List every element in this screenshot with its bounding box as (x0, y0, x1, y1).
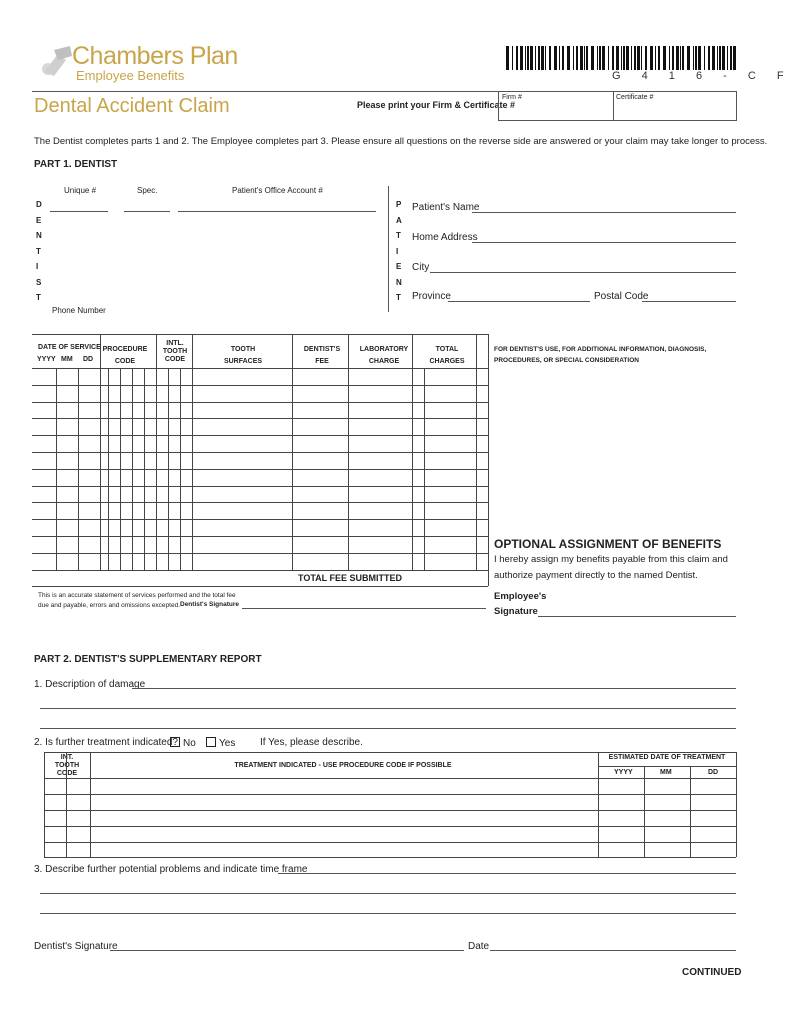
total-charges-header: TOTAL CHARGES (429, 346, 465, 365)
barcode-bar (616, 46, 619, 70)
barcode-bar (527, 46, 529, 70)
barcode-bar (538, 46, 540, 70)
total-fee-submitted-label: TOTAL FEE SUBMITTED (298, 573, 403, 583)
treatment-column-divider (44, 752, 45, 857)
table-column-divider (192, 334, 193, 570)
barcode-bar (717, 46, 718, 70)
estimated-date-header: ESTIMATED DATE OF TREATMENT (608, 754, 726, 761)
estimated-date-divider (598, 766, 736, 767)
dentists-signature-field[interactable] (242, 608, 486, 609)
q2-label: 2. Is further treatment indicated? (34, 737, 178, 748)
date-of-service-header: DATE OF SERVICE (38, 344, 101, 351)
table-row[interactable] (32, 586, 488, 587)
home-address-field[interactable] (472, 242, 736, 243)
barcode-bar (655, 46, 656, 70)
table-column-divider (412, 334, 413, 570)
barcode-bar (722, 46, 725, 70)
tooth-surfaces-header: TOOTH SURFACES (223, 346, 263, 365)
province-label: Province (412, 291, 451, 302)
barcode-bar (687, 46, 690, 70)
barcode-bar (650, 46, 653, 70)
part1-heading: PART 1. DENTIST (34, 159, 118, 170)
mm-header: MM (61, 356, 73, 363)
phone-label: Phone Number (52, 306, 106, 315)
barcode-bar (682, 46, 684, 70)
est-dd-header: DD (708, 769, 719, 776)
barcode-bar (535, 46, 536, 70)
q3-label: 3. Describe further potential problems and indicate time frame (34, 864, 308, 875)
spec-label: Spec. (137, 186, 158, 195)
patient-vertical-label: P A T I E N T (396, 200, 402, 302)
barcode-bar (676, 46, 679, 70)
treatment-indicated-header: TREATMENT INDICATED - USE PROCEDURE CODE IF POSSIBLE (234, 762, 452, 769)
barcode-bar (719, 46, 721, 70)
treatment-column-divider (644, 766, 645, 857)
barcode-bar (631, 46, 632, 70)
barcode-bar (584, 46, 585, 70)
barcode-bar (591, 46, 594, 70)
treatment-row[interactable] (44, 826, 736, 827)
barcode-bar (608, 46, 609, 70)
barcode-bar (712, 46, 715, 70)
dentists-signature-label: Dentist's Signature (180, 601, 239, 608)
form-title: Dental Accident Claim (34, 95, 230, 117)
employee-label: Employee's (494, 591, 547, 602)
barcode-bar (562, 46, 564, 70)
barcode-bar (669, 46, 670, 70)
barcode-bar (530, 46, 533, 70)
firm-label: Firm # (502, 94, 522, 101)
yes-checkbox[interactable] (206, 737, 216, 747)
barcode-bar (645, 46, 647, 70)
treatment-column-divider (690, 766, 691, 857)
barcode-bar (599, 46, 601, 70)
laboratory-charge-header: LABORATORY CHARGE (359, 346, 409, 365)
logo-main-text: Chambers Plan (72, 42, 238, 70)
barcode-bar (637, 46, 640, 70)
postal-code-field[interactable] (642, 301, 736, 302)
logo (36, 40, 266, 90)
no-checkbox[interactable] (170, 737, 180, 747)
barcode-bar (698, 46, 701, 70)
barcode-bar (516, 46, 518, 70)
dentist-signature-field-part2[interactable] (110, 950, 464, 951)
barcode-bar (602, 46, 605, 70)
barcode-text: G 4 1 6 - C F (612, 70, 793, 82)
barcode-bar (733, 46, 736, 70)
barcode-bar (580, 46, 583, 70)
barcode-bar (506, 46, 509, 70)
date-label: Date (468, 941, 490, 952)
q1-field[interactable] (132, 688, 736, 689)
q3-field[interactable] (278, 873, 736, 874)
table-column-divider (476, 334, 477, 570)
office-account-label: Patient's Office Account # (232, 186, 323, 195)
table-column-divider (180, 368, 181, 570)
treatment-row[interactable] (44, 842, 736, 843)
q1-field-line-3[interactable] (40, 728, 736, 729)
spec-field[interactable] (124, 211, 170, 212)
barcode-bar (704, 46, 705, 70)
treatment-table-border (44, 752, 736, 753)
table-column-divider (56, 368, 57, 570)
barcode-bar (658, 46, 660, 70)
barcode-bar (554, 46, 557, 70)
table-right-edge (488, 334, 489, 586)
treatment-row[interactable] (44, 857, 736, 858)
barcode-bar (597, 46, 598, 70)
table-column-divider (348, 334, 349, 570)
barcode-bar (695, 46, 697, 70)
office-account-field[interactable] (178, 211, 376, 212)
no-label: No (183, 738, 196, 749)
table-row[interactable] (32, 570, 488, 571)
barcode-bar (573, 46, 574, 70)
table-column-divider (132, 368, 133, 570)
home-address-label: Home Address (412, 232, 478, 243)
barcode-bar (708, 46, 710, 70)
barcode-bar (730, 46, 732, 70)
province-field[interactable] (448, 301, 590, 302)
yes-option[interactable] (206, 737, 235, 749)
dentists-fee-header: DENTIST'S FEE (303, 346, 341, 365)
treatment-column-divider (598, 752, 599, 857)
treatment-table-border (44, 778, 736, 779)
employee-signature-label: Signature (494, 606, 538, 617)
accurate-statement-text: This is an accurate statement of services performed and the total fee due and payable, errors and omissions excepted. (38, 592, 236, 609)
certificate-label: Certificate # (616, 94, 654, 101)
table-column-divider (100, 334, 101, 570)
table-column-divider (156, 334, 157, 570)
table-column-divider (168, 368, 169, 570)
barcode-bar (641, 46, 642, 70)
barcode-bar (727, 46, 728, 70)
patient-name-label: Patient's Name (412, 202, 480, 213)
dentist-use-note: FOR DENTIST'S USE, FOR ADDITIONAL INFORMATION, DIAGNOSIS, PROCEDURES, OR SPECIAL CONSIDERATION (494, 346, 707, 364)
barcode-bar (541, 46, 544, 70)
yes-label: Yes (219, 738, 236, 749)
table-column-divider (108, 368, 109, 570)
barcode-bar (576, 46, 578, 70)
barcode-bar (626, 46, 629, 70)
barcode-bar (549, 46, 551, 70)
logo-mark-icon (36, 42, 76, 82)
est-yyyy-header: YYYY (614, 769, 633, 776)
table-column-divider (292, 334, 293, 570)
treatment-row[interactable] (44, 810, 736, 811)
barcode-bar (621, 46, 622, 70)
logo-sub-text: Employee Benefits (76, 68, 185, 83)
table-column-divider (144, 368, 145, 570)
part2-heading: PART 2. DENTIST'S SUPPLEMENTARY REPORT (34, 654, 262, 665)
barcode-bar (693, 46, 694, 70)
dentist-vertical-label: D E N T I S T (36, 200, 42, 302)
table-column-divider (424, 368, 425, 570)
assignment-heading: OPTIONAL ASSIGNMENT OF BENEFITS (494, 537, 722, 551)
print-prompt: Please print your Firm & Certificate # (357, 100, 516, 110)
city-label: City (412, 262, 430, 273)
barcode-bar (663, 46, 666, 70)
no-option[interactable] (170, 737, 196, 749)
q3-field-line-2[interactable] (40, 893, 736, 894)
q1-field-line-2[interactable] (40, 708, 736, 709)
barcode-bar (612, 46, 614, 70)
date-field[interactable] (490, 950, 736, 951)
dd-header: DD (83, 356, 94, 363)
barcode-bar (520, 46, 523, 70)
patient-name-field[interactable] (472, 212, 736, 213)
yyyy-header: YYYY (37, 356, 56, 363)
unique-field[interactable] (50, 211, 108, 212)
barcode-bar (545, 46, 546, 70)
assignment-text: I hereby assign my benefits payable from this claim and authorize payment directly to the named Dentist. (494, 554, 728, 581)
barcode-bar (512, 46, 513, 70)
barcode-bar (567, 46, 570, 70)
treatment-column-divider (736, 752, 737, 857)
dentist-signature-label-part2: Dentist's Signature (34, 941, 118, 952)
q1-label: 1. Description of damage (34, 679, 146, 690)
barcode-bar (672, 46, 674, 70)
int-tooth-code-header: INT. TOOTH CODE (54, 754, 80, 777)
barcode-bar (586, 46, 588, 70)
if-yes-label: If Yes, please describe. (260, 737, 363, 748)
treatment-column-divider (90, 752, 91, 857)
table-column-divider (120, 368, 121, 570)
unique-label: Unique # (64, 186, 97, 195)
postal-code-label: Postal Code (594, 291, 649, 302)
treatment-row[interactable] (44, 794, 736, 795)
table-column-divider (78, 368, 79, 570)
continued-label: CONTINUED (682, 967, 742, 978)
barcode-bar (559, 46, 560, 70)
employee-signature-field[interactable] (538, 616, 736, 617)
barcode-bar (623, 46, 625, 70)
barcode-bar (525, 46, 526, 70)
est-mm-header: MM (660, 769, 672, 776)
barcode (506, 46, 738, 72)
treatment-column-divider (66, 752, 67, 857)
barcode-bar (680, 46, 681, 70)
barcode-bar (634, 46, 636, 70)
q3-field-line-3[interactable] (40, 913, 736, 914)
procedure-code-header: PROCEDURE CODE (102, 346, 148, 365)
instructions: The Dentist completes parts 1 and 2. The Employee completes part 3. Please ensure all questions on the reverse side are answered or your claim may take longer to process. (34, 136, 768, 147)
intl-tooth-code-header: INTL. TOOTH CODE (162, 340, 188, 363)
city-field[interactable] (430, 272, 736, 273)
